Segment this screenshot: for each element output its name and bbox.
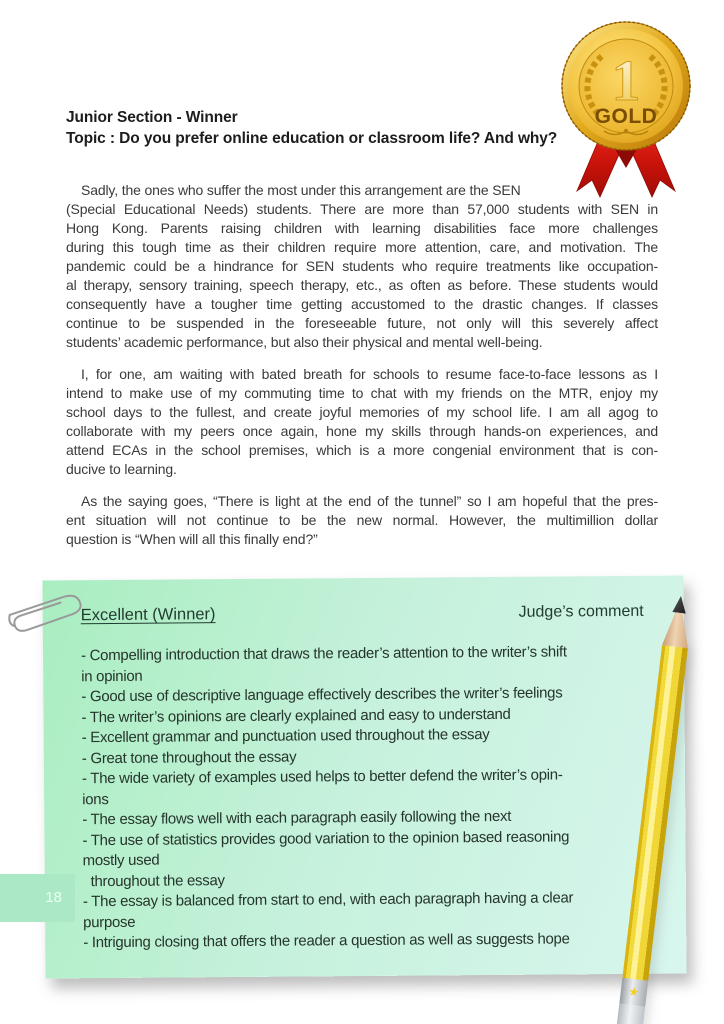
text-line: - Good use of descriptive language effectively describes the writer’s feelings — [81, 684, 563, 706]
pencil-ferrule — [619, 978, 648, 1007]
text-line: ent situation will not continue to be the new normal. However, the multimillion dollar — [66, 512, 658, 528]
page-number: 18 — [45, 889, 62, 906]
text-line: - The use of statistics provides good variation to the opinion based reasoning — [82, 827, 570, 849]
text-line: continue to be suspended in the foreseeable future, not only will this severely affect — [66, 315, 658, 331]
text-line: - Great tone throughout the essay — [81, 748, 297, 767]
text-line: - The wide variety of examples used helps to better defend the writer’s opin- — [81, 766, 563, 788]
medal-rank: 1 — [611, 48, 641, 113]
topic-title: Topic : Do you prefer online education or classroom life? And why? — [66, 130, 558, 147]
text-line: school days to the fullest, and create joyful memories of my school life. I am all agog to — [66, 404, 658, 420]
text-line: attend ECAs in the school premises, which is a more congenial environment that is con- — [66, 442, 658, 458]
text-line: during this tough time as their children require more attention, care, and motivation. The — [66, 239, 658, 255]
text-line: I, for one, am waiting with bated breath for schools to resume face-to-face lessons as I — [81, 366, 658, 382]
essay-paragraph — [66, 492, 658, 549]
text-line: mostly used — [82, 851, 160, 870]
text-line: purpose — [83, 913, 136, 931]
paperclip-icon — [2, 584, 98, 651]
pencil-wood-cone — [662, 611, 692, 648]
panel-header — [42, 575, 683, 625]
award-grade-heading: Excellent (Winner) — [80, 605, 216, 625]
text-line: Hong Kong. Parents raising children with learning disabilities face more challenges — [66, 220, 658, 236]
text-line: consequently have a tougher time getting accustomed to the drastic changes. If classes — [66, 296, 658, 312]
text-line: ions — [82, 790, 109, 808]
judge-comment-panel — [42, 575, 686, 978]
text-line: al therapy, sensory training, speech therapy, etc., as often as before. These students would — [66, 277, 658, 293]
essay-paragraph — [66, 365, 658, 479]
essay-paragraph — [66, 181, 658, 352]
text-line: students’ academic performance, but also their physical and mental well-being. — [66, 334, 543, 350]
text-line: - The essay flows well with each paragraph easily following the next — [82, 807, 512, 829]
text-line: (Special Educational Needs) students. There are more than 57,000 students with SEN in — [66, 201, 658, 217]
text-line: - The essay is balanced from start to end, with each paragraph having a clear — [82, 889, 574, 911]
judge-comment-label: Judge’s comment — [518, 602, 644, 621]
text-line: pandemic could be a hindrance for SEN students who require treatments like occupation- — [66, 258, 658, 274]
text-line: ducive to learning. — [66, 461, 177, 477]
text-line: - Intriguing closing that offers the reader a question as well as suggests hope — [83, 930, 570, 952]
pencil-star-logo: ★ — [627, 984, 640, 1000]
text-line: throughout the essay — [82, 871, 225, 890]
pencil-graphite-tip — [666, 594, 694, 614]
text-line: - Compelling introduction that draws the reader’s attention to the writer’s shift — [80, 643, 567, 665]
medal-label: GOLD — [594, 105, 658, 128]
essay-body — [66, 181, 658, 562]
text-line: intend to make use of my commuting time to chat with my friends on the MTR, enjoy my — [66, 385, 658, 401]
text-line: As the saying goes, “There is light at the end of the tunnel” so I am hopeful that the pres- — [81, 493, 658, 509]
text-line: in opinion — [81, 667, 143, 685]
essay-header — [66, 107, 626, 149]
pencil-end — [615, 1004, 645, 1024]
text-line: collaborate with my peers once again, hone my skills through hands-on experiences, and — [66, 423, 658, 439]
text-line: - Excellent grammar and punctuation used throughout the essay — [81, 726, 490, 747]
judge-comment-list — [43, 621, 666, 954]
text-line: - The writer’s opinions are clearly explained and easy to understand — [81, 705, 511, 726]
section-title: Junior Section - Winner — [66, 109, 238, 126]
text-line: Sadly, the ones who suffer the most under this arrangement are the SEN — [81, 182, 521, 198]
text-line: question is “When will all this finally end?” — [66, 531, 318, 547]
page-number-box — [0, 874, 75, 922]
